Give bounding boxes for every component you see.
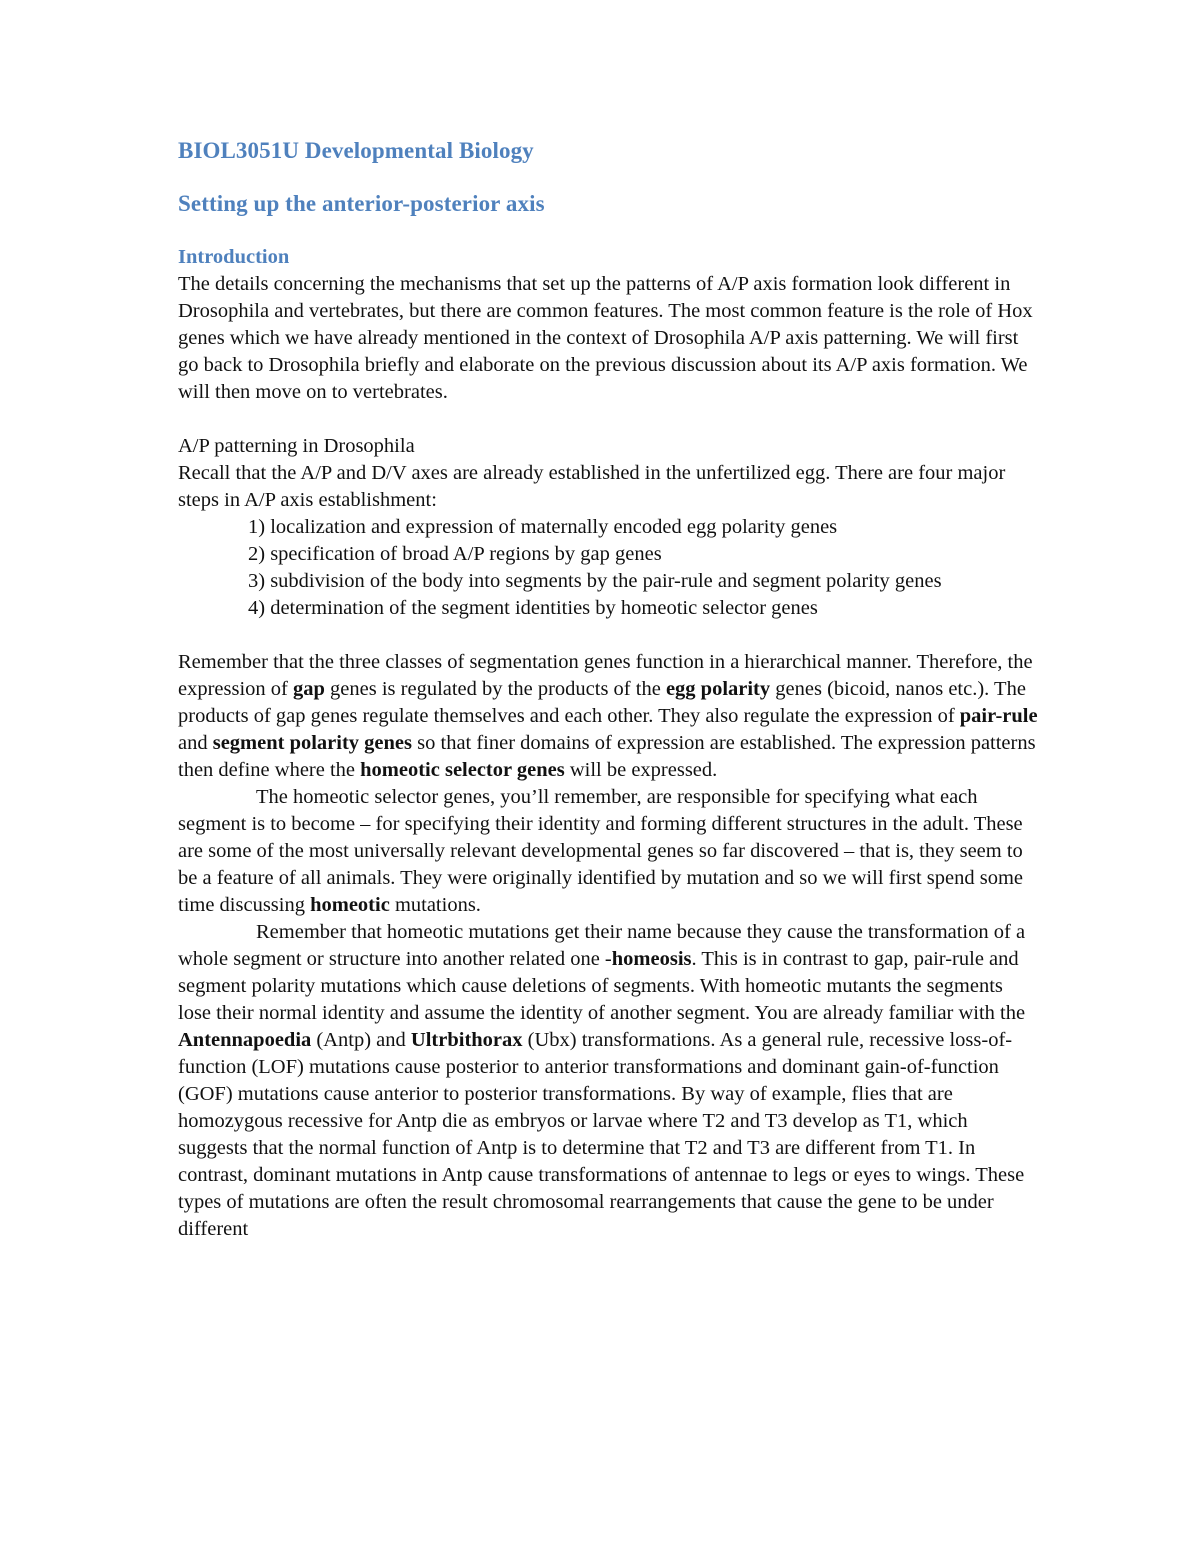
- selector-genes-paragraph: The homeotic selector genes, you’ll remember, are responsible for specifying what each segment is to become – for specifying their identity and forming different structures in the adult. These are some of the most universally relevant developmental genes so far discovered – that is, they seem to be a feature of all animals. They were originally identified by mutation and so we will first spend some time discussing homeotic mutations.: [178, 786, 1024, 916]
- document-body: [178, 138, 1038, 1243]
- ap-heading: A/P patterning in Drosophila: [178, 435, 415, 457]
- steps-list: [178, 514, 1038, 622]
- document-subtitle: Setting up the anterior-posterior axis: [178, 191, 545, 216]
- intro-heading: Introduction: [178, 246, 290, 268]
- document-title: BIOL3051U Developmental Biology: [178, 138, 534, 163]
- hierarchy-paragraph: Remember that the three classes of segmentation genes function in a hierarchical manner. Therefore, the expression of gap genes is regulated by the products of the egg polarity genes (bicoid, nanos etc.). The products of gap genes regulate themselves and each other. They also regulate the expression of pair-rule and segment polarity genes so that finer domains of expression are established. The expression patterns then define where the homeotic selector genes will be expressed.: [178, 651, 1038, 781]
- list-item: 4) determination of the segment identities by homeotic selector genes: [248, 597, 818, 619]
- list-item: 1) localization and expression of maternally encoded egg polarity genes: [248, 516, 838, 538]
- list-item: 2) specification of broad A/P regions by gap genes: [248, 543, 662, 565]
- ap-paragraph: Recall that the A/P and D/V axes are already established in the unfertilized egg. There are four major steps in A/P axis establishment:: [178, 462, 1006, 511]
- homeotic-mutations-paragraph: Remember that homeotic mutations get their name because they cause the transformation of a whole segment or structure into another related one -homeosis. This is in contrast to gap, pair-rule and segment polarity mutations which cause deletions of segments. With homeotic mutants the segments lose their normal identity and assume the identity of another segment. You are already familiar with the Antennapoedia (Antp) and Ultrbithorax (Ubx) transformations. As a general rule, recessive loss-of-function (LOF) mutations cause posterior to anterior transformations and dominant gain-of-function (GOF) mutations cause anterior to posterior transformations. By way of example, flies that are homozygous recessive for Antp die as embryos or larvae where T2 and T3 develop as T1, which suggests that the normal function of Antp is to determine that T2 and T3 are different from T1. In contrast, dominant mutations in Antp cause transformations of antennae to legs or eyes to wings. These types of mutations are often the result chromosomal rearrangements that cause the gene to be under different: [178, 921, 1026, 1240]
- intro-paragraph: The details concerning the mechanisms that set up the patterns of A/P axis formation look different in Drosophila and vertebrates, but there are common features. The most common feature is the role of Hox genes which we have already mentioned in the context of Drosophila A/P axis patterning. We will first go back to Drosophila briefly and elaborate on the previous discussion about its A/P axis formation. We will then move on to vertebrates.: [178, 273, 1033, 403]
- list-item: 3) subdivision of the body into segments by the pair-rule and segment polarity genes: [248, 570, 942, 592]
